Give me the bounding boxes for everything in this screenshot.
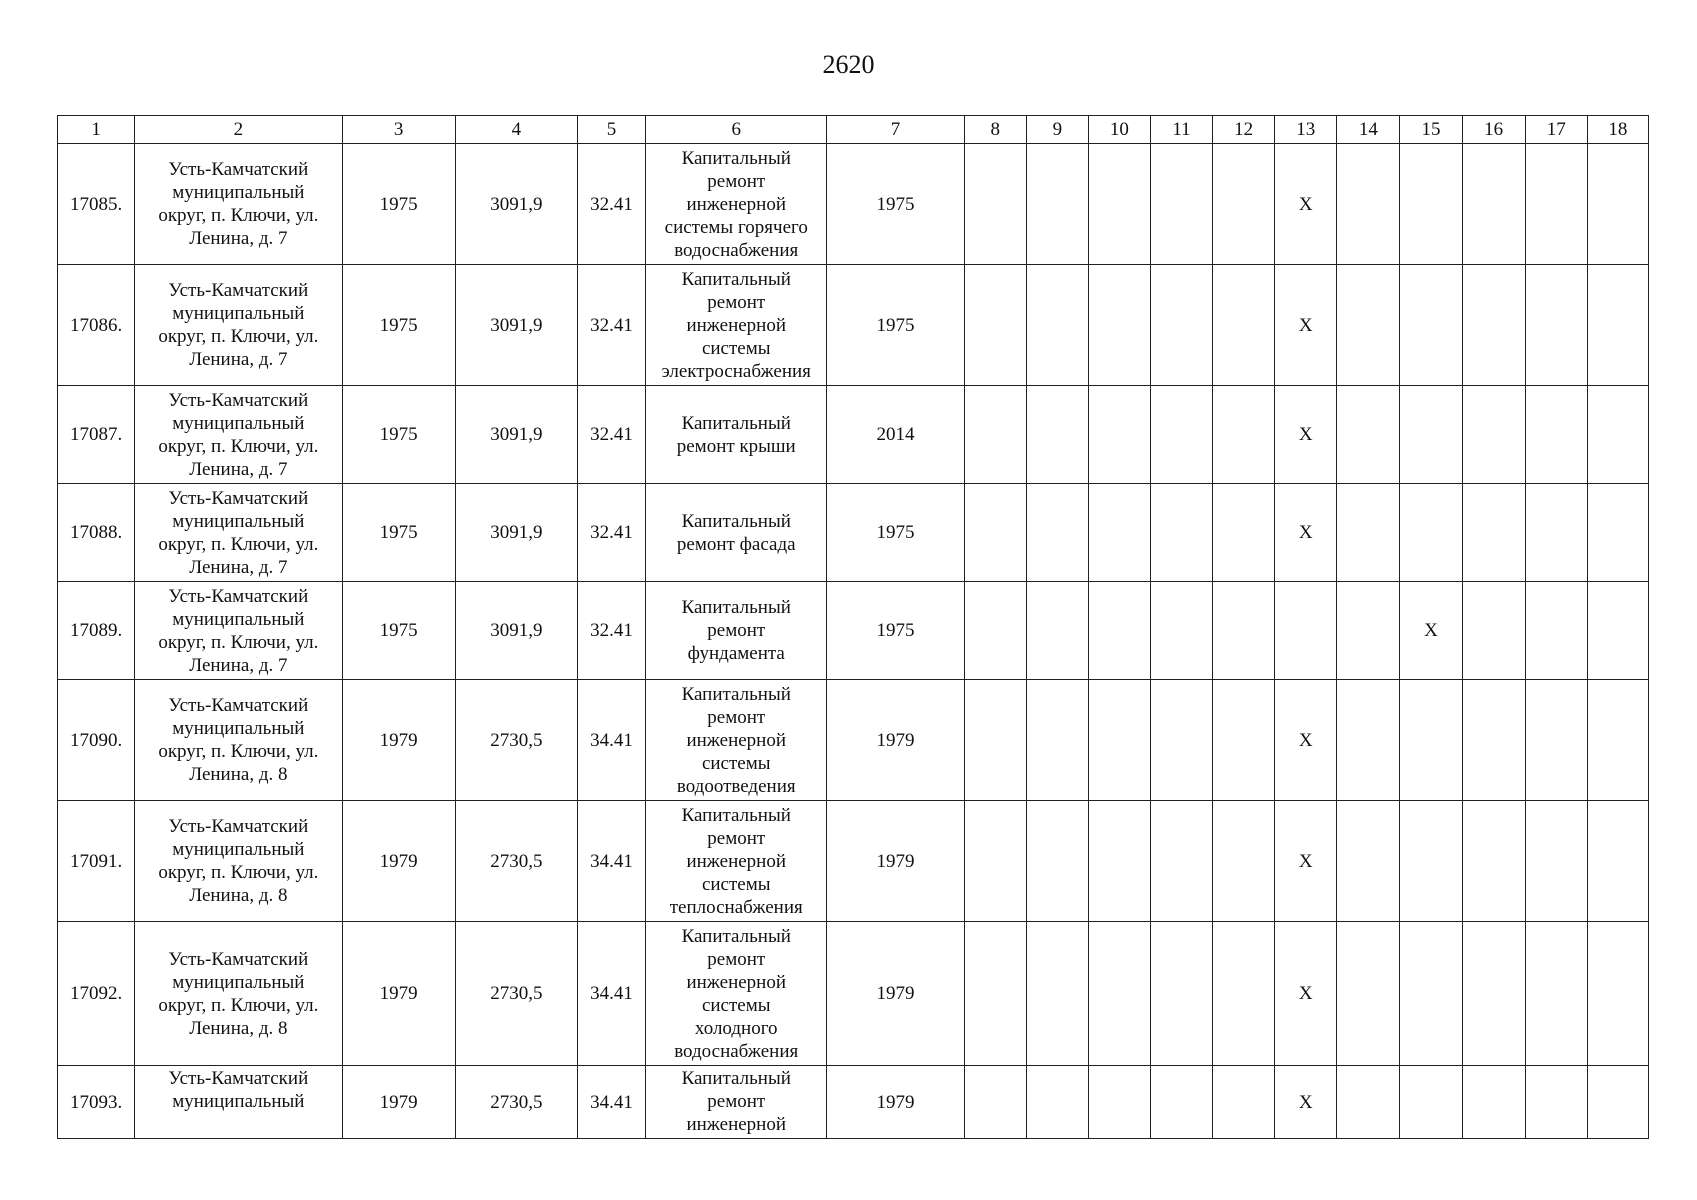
- empty-cell: [1525, 1066, 1587, 1139]
- empty-cell: [1400, 265, 1462, 386]
- empty-cell: [1088, 922, 1150, 1066]
- empty-cell: [1587, 582, 1648, 680]
- empty-cell: [1026, 1066, 1088, 1139]
- empty-cell: [1337, 582, 1400, 680]
- address-cell: Усть-Камчатский муниципальный округ, п. Ключи, ул. Ленина, д. 7: [135, 265, 342, 386]
- code-cell: 34.41: [577, 922, 645, 1066]
- column-header: 18: [1587, 116, 1648, 144]
- empty-cell: [1213, 1066, 1275, 1139]
- address-cell: Усть-Камчатский муниципальный округ, п. Ключи, ул. Ленина, д. 8: [135, 801, 342, 922]
- year-built-cell: 1979: [342, 680, 455, 801]
- column-header: 4: [455, 116, 577, 144]
- empty-cell: [1462, 265, 1525, 386]
- area-cell: 3091,9: [455, 144, 577, 265]
- empty-cell: [1088, 680, 1150, 801]
- table-row: [58, 801, 1649, 922]
- empty-cell: [1337, 484, 1400, 582]
- empty-cell: [1213, 144, 1275, 265]
- empty-cell: [1587, 386, 1648, 484]
- area-cell: 2730,5: [455, 801, 577, 922]
- empty-cell: [1462, 680, 1525, 801]
- row-number-cell: 17089.: [58, 582, 135, 680]
- empty-cell: [1337, 386, 1400, 484]
- area-cell: 2730,5: [455, 1066, 577, 1139]
- work-type-cell: Капитальный ремонт фундамента: [646, 582, 827, 680]
- table-row: [58, 922, 1649, 1066]
- empty-cell: [1462, 386, 1525, 484]
- empty-cell: [1088, 484, 1150, 582]
- empty-cell: [1525, 582, 1587, 680]
- empty-cell: [1337, 1066, 1400, 1139]
- work-year-cell: 1975: [827, 144, 964, 265]
- work-year-cell: 1975: [827, 265, 964, 386]
- empty-cell: [1150, 801, 1212, 922]
- empty-cell: [1213, 922, 1275, 1066]
- work-year-cell: 1979: [827, 801, 964, 922]
- empty-cell: [1026, 144, 1088, 265]
- area-cell: 2730,5: [455, 922, 577, 1066]
- empty-cell: [1525, 265, 1587, 386]
- area-cell: 2730,5: [455, 680, 577, 801]
- year-built-cell: 1975: [342, 582, 455, 680]
- row-number-cell: 17086.: [58, 265, 135, 386]
- year-built-cell: 1979: [342, 1066, 455, 1139]
- table-row: [58, 144, 1649, 265]
- empty-cell: [1275, 582, 1337, 680]
- page-number: 2620: [822, 50, 875, 79]
- column-header: 13: [1275, 116, 1337, 144]
- empty-cell: [1587, 144, 1648, 265]
- empty-cell: [1525, 484, 1587, 582]
- empty-cell: [1400, 680, 1462, 801]
- empty-cell: [964, 680, 1026, 801]
- column-header: 2: [135, 116, 342, 144]
- work-type-cell: Капитальный ремонт инженерной системы горячего водоснабжения: [646, 144, 827, 265]
- area-cell: 3091,9: [455, 265, 577, 386]
- work-type-cell: Капитальный ремонт инженерной: [646, 1066, 827, 1139]
- column-header: 3: [342, 116, 455, 144]
- column-header: 10: [1088, 116, 1150, 144]
- mark-cell: X: [1275, 680, 1337, 801]
- empty-cell: [1150, 144, 1212, 265]
- empty-cell: [1088, 801, 1150, 922]
- empty-cell: [1525, 144, 1587, 265]
- empty-cell: [964, 144, 1026, 265]
- column-header: 1: [58, 116, 135, 144]
- empty-cell: [964, 265, 1026, 386]
- area-cell: 3091,9: [455, 484, 577, 582]
- empty-cell: [1088, 582, 1150, 680]
- empty-cell: [1150, 922, 1212, 1066]
- row-number-cell: 17093.: [58, 1066, 135, 1139]
- work-year-cell: 1979: [827, 680, 964, 801]
- column-header: 5: [577, 116, 645, 144]
- empty-cell: [964, 484, 1026, 582]
- mark-cell: X: [1275, 265, 1337, 386]
- empty-cell: [1213, 801, 1275, 922]
- empty-cell: [1213, 680, 1275, 801]
- empty-cell: [1213, 484, 1275, 582]
- empty-cell: [1337, 144, 1400, 265]
- empty-cell: [1587, 484, 1648, 582]
- empty-cell: [1587, 1066, 1648, 1139]
- mark-cell: X: [1275, 801, 1337, 922]
- empty-cell: [1337, 680, 1400, 801]
- empty-cell: [1026, 582, 1088, 680]
- empty-cell: [1026, 386, 1088, 484]
- address-cell: Усть-Камчатский муниципальный округ, п. Ключи, ул. Ленина, д. 8: [135, 680, 342, 801]
- empty-cell: [1213, 582, 1275, 680]
- year-built-cell: 1979: [342, 922, 455, 1066]
- empty-cell: [1400, 1066, 1462, 1139]
- work-type-cell: Капитальный ремонт инженерной системы теплоснабжения: [646, 801, 827, 922]
- code-cell: 32.41: [577, 144, 645, 265]
- empty-cell: [1400, 386, 1462, 484]
- mark-cell: X: [1275, 386, 1337, 484]
- code-cell: 32.41: [577, 386, 645, 484]
- address-cell: Усть-Камчатский муниципальный: [135, 1066, 342, 1139]
- address-cell: Усть-Камчатский муниципальный округ, п. Ключи, ул. Ленина, д. 7: [135, 484, 342, 582]
- empty-cell: [1150, 265, 1212, 386]
- work-year-cell: 1979: [827, 922, 964, 1066]
- work-year-cell: 1975: [827, 484, 964, 582]
- empty-cell: [1462, 144, 1525, 265]
- mark-cell: X: [1275, 484, 1337, 582]
- year-built-cell: 1979: [342, 801, 455, 922]
- empty-cell: [1337, 922, 1400, 1066]
- empty-cell: [1400, 484, 1462, 582]
- registry-table: [57, 115, 1649, 1139]
- empty-cell: [1213, 265, 1275, 386]
- empty-cell: [1026, 680, 1088, 801]
- row-number-cell: 17090.: [58, 680, 135, 801]
- empty-cell: [1400, 144, 1462, 265]
- row-number-cell: 17087.: [58, 386, 135, 484]
- table-row: [58, 680, 1649, 801]
- empty-cell: [1213, 386, 1275, 484]
- table-row: [58, 386, 1649, 484]
- column-header: 7: [827, 116, 964, 144]
- mark-cell: X: [1275, 1066, 1337, 1139]
- empty-cell: [1587, 922, 1648, 1066]
- empty-cell: [1462, 922, 1525, 1066]
- empty-cell: [964, 801, 1026, 922]
- address-cell: Усть-Камчатский муниципальный округ, п. Ключи, ул. Ленина, д. 7: [135, 144, 342, 265]
- area-cell: 3091,9: [455, 386, 577, 484]
- empty-cell: [1026, 265, 1088, 386]
- empty-cell: [1088, 1066, 1150, 1139]
- column-header: 15: [1400, 116, 1462, 144]
- empty-cell: [964, 386, 1026, 484]
- year-built-cell: 1975: [342, 144, 455, 265]
- empty-cell: [964, 922, 1026, 1066]
- empty-cell: [1400, 922, 1462, 1066]
- mark-cell: X: [1275, 144, 1337, 265]
- code-cell: 34.41: [577, 801, 645, 922]
- column-header: 12: [1213, 116, 1275, 144]
- year-built-cell: 1975: [342, 265, 455, 386]
- empty-cell: [1088, 386, 1150, 484]
- header-row: [58, 116, 1649, 144]
- column-header: 14: [1337, 116, 1400, 144]
- empty-cell: [1150, 1066, 1212, 1139]
- empty-cell: [964, 582, 1026, 680]
- row-number-cell: 17092.: [58, 922, 135, 1066]
- year-built-cell: 1975: [342, 386, 455, 484]
- code-cell: 32.41: [577, 265, 645, 386]
- row-number-cell: 17085.: [58, 144, 135, 265]
- empty-cell: [1088, 265, 1150, 386]
- empty-cell: [1462, 484, 1525, 582]
- column-header: 8: [964, 116, 1026, 144]
- table-row: [58, 265, 1649, 386]
- empty-cell: [1587, 801, 1648, 922]
- table-row: [58, 1066, 1649, 1139]
- code-cell: 32.41: [577, 582, 645, 680]
- work-year-cell: 2014: [827, 386, 964, 484]
- code-cell: 34.41: [577, 680, 645, 801]
- empty-cell: [1525, 386, 1587, 484]
- empty-cell: [1462, 582, 1525, 680]
- work-type-cell: Капитальный ремонт инженерной системы холодного водоснабжения: [646, 922, 827, 1066]
- empty-cell: [1525, 922, 1587, 1066]
- address-cell: Усть-Камчатский муниципальный округ, п. Ключи, ул. Ленина, д. 7: [135, 582, 342, 680]
- empty-cell: [964, 1066, 1026, 1139]
- empty-cell: [1026, 801, 1088, 922]
- work-type-cell: Капитальный ремонт инженерной системы водоотведения: [646, 680, 827, 801]
- table-body: [58, 144, 1649, 1139]
- empty-cell: [1150, 680, 1212, 801]
- year-built-cell: 1975: [342, 484, 455, 582]
- work-type-cell: Капитальный ремонт фасада: [646, 484, 827, 582]
- empty-cell: [1587, 265, 1648, 386]
- work-type-cell: Капитальный ремонт крыши: [646, 386, 827, 484]
- row-number-cell: 17091.: [58, 801, 135, 922]
- work-year-cell: 1975: [827, 582, 964, 680]
- work-year-cell: 1979: [827, 1066, 964, 1139]
- column-header: 6: [646, 116, 827, 144]
- address-cell: Усть-Камчатский муниципальный округ, п. Ключи, ул. Ленина, д. 8: [135, 922, 342, 1066]
- empty-cell: [1150, 386, 1212, 484]
- area-cell: 3091,9: [455, 582, 577, 680]
- code-cell: 34.41: [577, 1066, 645, 1139]
- column-header: 16: [1462, 116, 1525, 144]
- mark-cell: X: [1400, 582, 1462, 680]
- empty-cell: [1462, 801, 1525, 922]
- code-cell: 32.41: [577, 484, 645, 582]
- table-row: [58, 582, 1649, 680]
- empty-cell: [1337, 801, 1400, 922]
- column-header: 9: [1026, 116, 1088, 144]
- empty-cell: [1026, 484, 1088, 582]
- mark-cell: X: [1275, 922, 1337, 1066]
- row-number-cell: 17088.: [58, 484, 135, 582]
- table-row: [58, 484, 1649, 582]
- column-header: 11: [1150, 116, 1212, 144]
- empty-cell: [1587, 680, 1648, 801]
- work-type-cell: Капитальный ремонт инженерной системы электроснабжения: [646, 265, 827, 386]
- empty-cell: [1150, 484, 1212, 582]
- address-cell: Усть-Камчатский муниципальный округ, п. Ключи, ул. Ленина, д. 7: [135, 386, 342, 484]
- empty-cell: [1525, 680, 1587, 801]
- column-header: 17: [1525, 116, 1587, 144]
- empty-cell: [1150, 582, 1212, 680]
- empty-cell: [1026, 922, 1088, 1066]
- empty-cell: [1462, 1066, 1525, 1139]
- empty-cell: [1400, 801, 1462, 922]
- empty-cell: [1525, 801, 1587, 922]
- empty-cell: [1088, 144, 1150, 265]
- empty-cell: [1337, 265, 1400, 386]
